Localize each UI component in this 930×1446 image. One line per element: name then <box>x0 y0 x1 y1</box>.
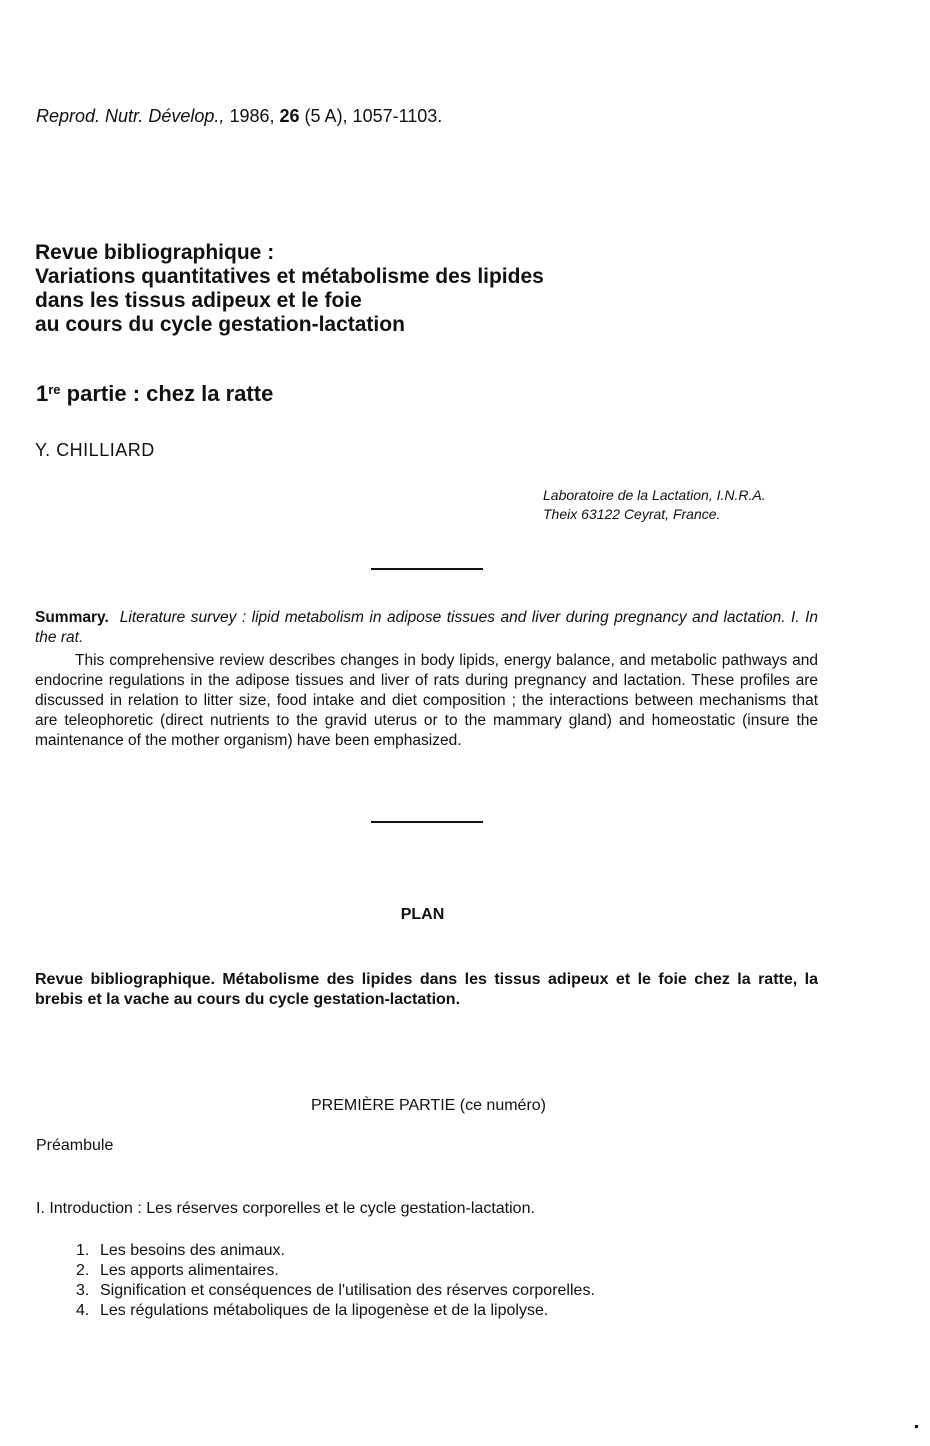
part-number: 1 <box>36 381 49 406</box>
affiliation <box>543 486 766 524</box>
list-item <box>76 1241 595 1261</box>
title-line: au cours du cycle gestation-lactation <box>35 313 405 336</box>
list-number: 4. <box>76 1302 90 1319</box>
list-item <box>76 1261 595 1281</box>
part-heading: PREMIÈRE PARTIE (ce numéro) <box>310 1097 547 1114</box>
affiliation-line: Laboratoire de la Lactation, I.N.R.A. <box>543 487 766 503</box>
divider <box>371 821 483 823</box>
title-line: Variations quantitatives et métabolisme des lipides <box>35 265 544 288</box>
stray-mark <box>915 1425 918 1428</box>
title-line: dans les tissus adipeux et le foie <box>35 289 362 312</box>
list-number: 2. <box>76 1262 90 1279</box>
list-item <box>76 1301 595 1321</box>
citation-year: 1986, <box>229 106 275 126</box>
list-text: Les besoins des animaux. <box>100 1242 285 1259</box>
author: Y. CHILLIARD <box>35 440 155 460</box>
list-text: Signification et conséquences de l'utilisation des réserves corporelles. <box>100 1282 595 1299</box>
plan-heading: PLAN <box>400 906 445 923</box>
list-text: Les régulations métaboliques de la lipogenèse et de la lipolyse. <box>100 1302 549 1319</box>
citation <box>36 106 442 127</box>
affiliation-line: Theix 63122 Ceyrat, France. <box>543 506 721 522</box>
divider <box>371 568 483 570</box>
list-text: Les apports alimentaires. <box>100 1262 279 1279</box>
list-number: 1. <box>76 1242 90 1259</box>
summary-body: This comprehensive review describes changes in body lipids, energy balance, and metabolic pathways and endocrine regulations in the adipose tissues and liver of rats during pregnancy and lactation. These profiles are discussed in relation to litter size, food intake and diet composition ; the interactions between mechanisms that are teleophoretic (direct nutrients to the gravid uterus or to the mammary gland) and homeostatic (insure the maintenance of the mother organism) have been emphasized. <box>35 652 818 749</box>
intro-heading: I. Introduction : Les réserves corporelles et le cycle gestation-lactation. <box>36 1200 535 1217</box>
title-line: Revue bibliographique : <box>35 241 275 264</box>
citation-issue-pages: (5 A), 1057-1103. <box>304 106 443 126</box>
plan-subtitle: Revue bibliographique. Métabolisme des lipides dans les tissus adipeux et le foie chez la ratte, la brebis et la vache au cours du cycle gestation-lactation. <box>35 971 818 1008</box>
part-ordinal: re <box>48 382 61 397</box>
summary-survey-title: Literature survey : lipid metabolism in adipose tissues and liver during pregnancy and lactation. I. In the rat. <box>35 609 818 646</box>
part-title <box>36 381 273 407</box>
outline-list <box>76 1241 595 1321</box>
citation-volume: 26 <box>279 106 300 126</box>
part-text: partie : chez la ratte <box>66 381 274 406</box>
article-title <box>35 241 544 337</box>
summary <box>35 608 818 751</box>
summary-lead: Summary. <box>35 609 109 626</box>
list-number: 3. <box>76 1282 90 1299</box>
list-item <box>76 1281 595 1301</box>
journal-name: Reprod. Nutr. Dévelop., <box>36 106 225 126</box>
preamble: Préambule <box>36 1137 114 1154</box>
